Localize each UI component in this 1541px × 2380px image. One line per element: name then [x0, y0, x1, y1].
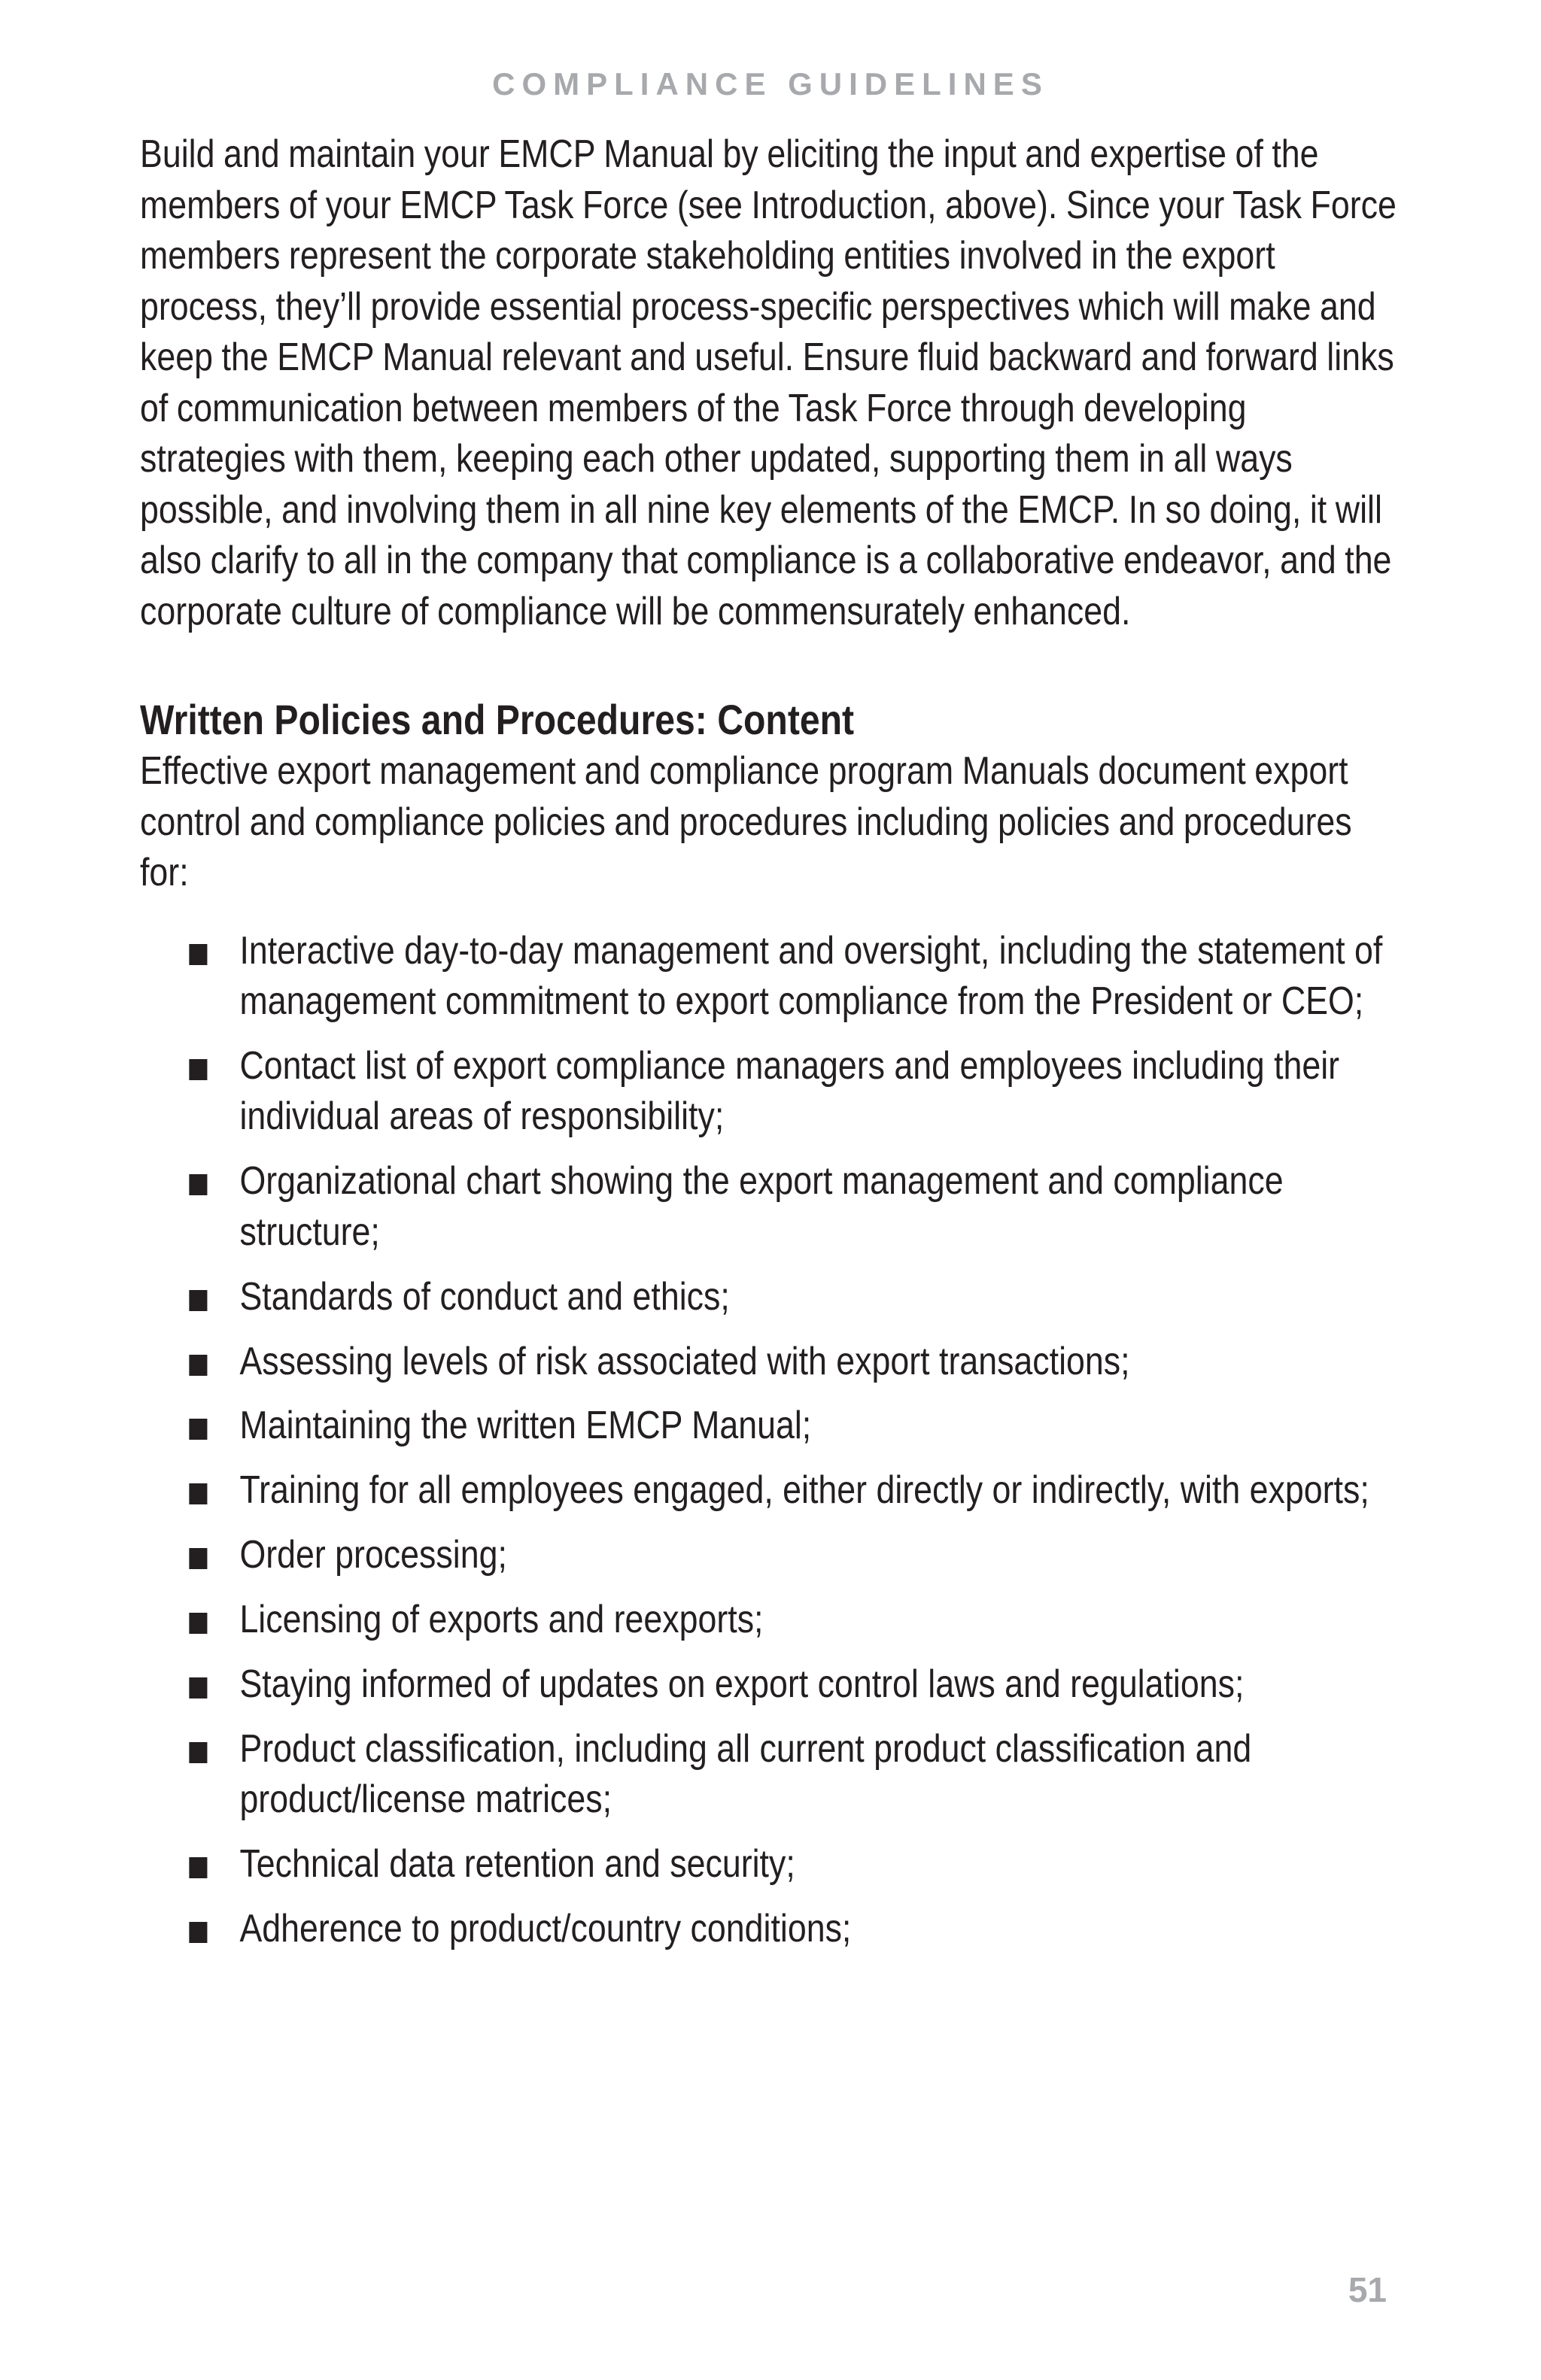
intro-paragraph: Build and maintain your EMCP Manual by eliciting the input and expertise of the members of your EMCP Task Force (see Introduction, above). Since your Task Force members represent the corporate stakeholding entities involved in the export process, they’ll provide essential process-specific perspectives which will make and keep the EMCP Manual relevant and useful. Ensure fluid backward and forward links of communication between members of the Task Force through developing strategies with them, keeping each other updated, supporting them in all ways possible, and involving them in all nine key elements of the EMCP. In so doing, it will also clarify to all in the company that compliance is a collaborative endeavor, and the corporate culture of compliance will be commensurately enhanced. [140, 132, 1397, 633]
list-item [140, 1659, 1398, 1711]
square-bullet-icon [189, 1174, 207, 1195]
list-item [140, 1401, 1398, 1452]
square-bullet-icon [189, 1419, 207, 1440]
list-item-text: Adherence to product/country conditions; [239, 1907, 852, 1951]
list-item [140, 1337, 1398, 1388]
square-bullet-icon [189, 1290, 207, 1311]
square-bullet-icon [189, 1857, 207, 1878]
policy-bullet-list [140, 926, 1398, 1955]
list-item [140, 1156, 1398, 1258]
list-item-text: Organizational chart showing the export management and compliance structure; [239, 1159, 1284, 1254]
running-head: COMPLIANCE GUIDELINES [492, 66, 1049, 102]
list-item [140, 1272, 1398, 1323]
list-item-text: Order processing; [239, 1533, 507, 1577]
square-bullet-icon [189, 1742, 207, 1763]
square-bullet-icon [189, 944, 207, 965]
list-item-text: Maintaining the written EMCP Manual; [239, 1404, 812, 1448]
list-item [140, 926, 1398, 1028]
square-bullet-icon [189, 1613, 207, 1634]
list-item-text: Licensing of exports and reexports; [239, 1598, 764, 1642]
list-item [140, 1595, 1398, 1646]
square-bullet-icon [189, 1548, 207, 1569]
list-item-text: Staying informed of updates on export control laws and regulations; [239, 1662, 1245, 1707]
list-item-text: Interactive day-to-day management and oversight, including the statement of management commitment to export compliance from the President or CEO; [239, 928, 1383, 1023]
list-item [140, 1041, 1398, 1143]
list-item [140, 1465, 1398, 1516]
list-item [140, 1904, 1398, 1955]
square-bullet-icon [189, 1677, 207, 1698]
square-bullet-icon [189, 1059, 207, 1080]
square-bullet-icon [189, 1922, 207, 1943]
section-intro-paragraph: Effective export management and compliance program Manuals document export control and compliance policies and procedures including policies and procedures for: [140, 749, 1352, 894]
list-item-text: Contact list of export compliance managers and employees including their individual areas of responsibility; [239, 1043, 1340, 1139]
section-heading: Written Policies and Procedures: Content [140, 696, 855, 743]
square-bullet-icon [189, 1355, 207, 1376]
square-bullet-icon [189, 1483, 207, 1504]
list-item [140, 1530, 1398, 1581]
list-item [140, 1839, 1398, 1890]
list-item-text: Assessing levels of risk associated with export transactions; [239, 1339, 1130, 1383]
page-content-inner [140, 129, 1398, 1955]
list-item-text: Training for all employees engaged, either directly or indirectly, with exports; [239, 1468, 1369, 1513]
list-item [140, 1724, 1398, 1826]
page-number: 51 [1348, 2270, 1387, 2309]
list-item-text: Technical data retention and security; [239, 1842, 795, 1887]
page-content [140, 129, 1397, 1969]
list-item-text: Product classification, including all current product classification and product/license matrices; [239, 1726, 1252, 1822]
list-item-text: Standards of conduct and ethics; [239, 1274, 730, 1319]
